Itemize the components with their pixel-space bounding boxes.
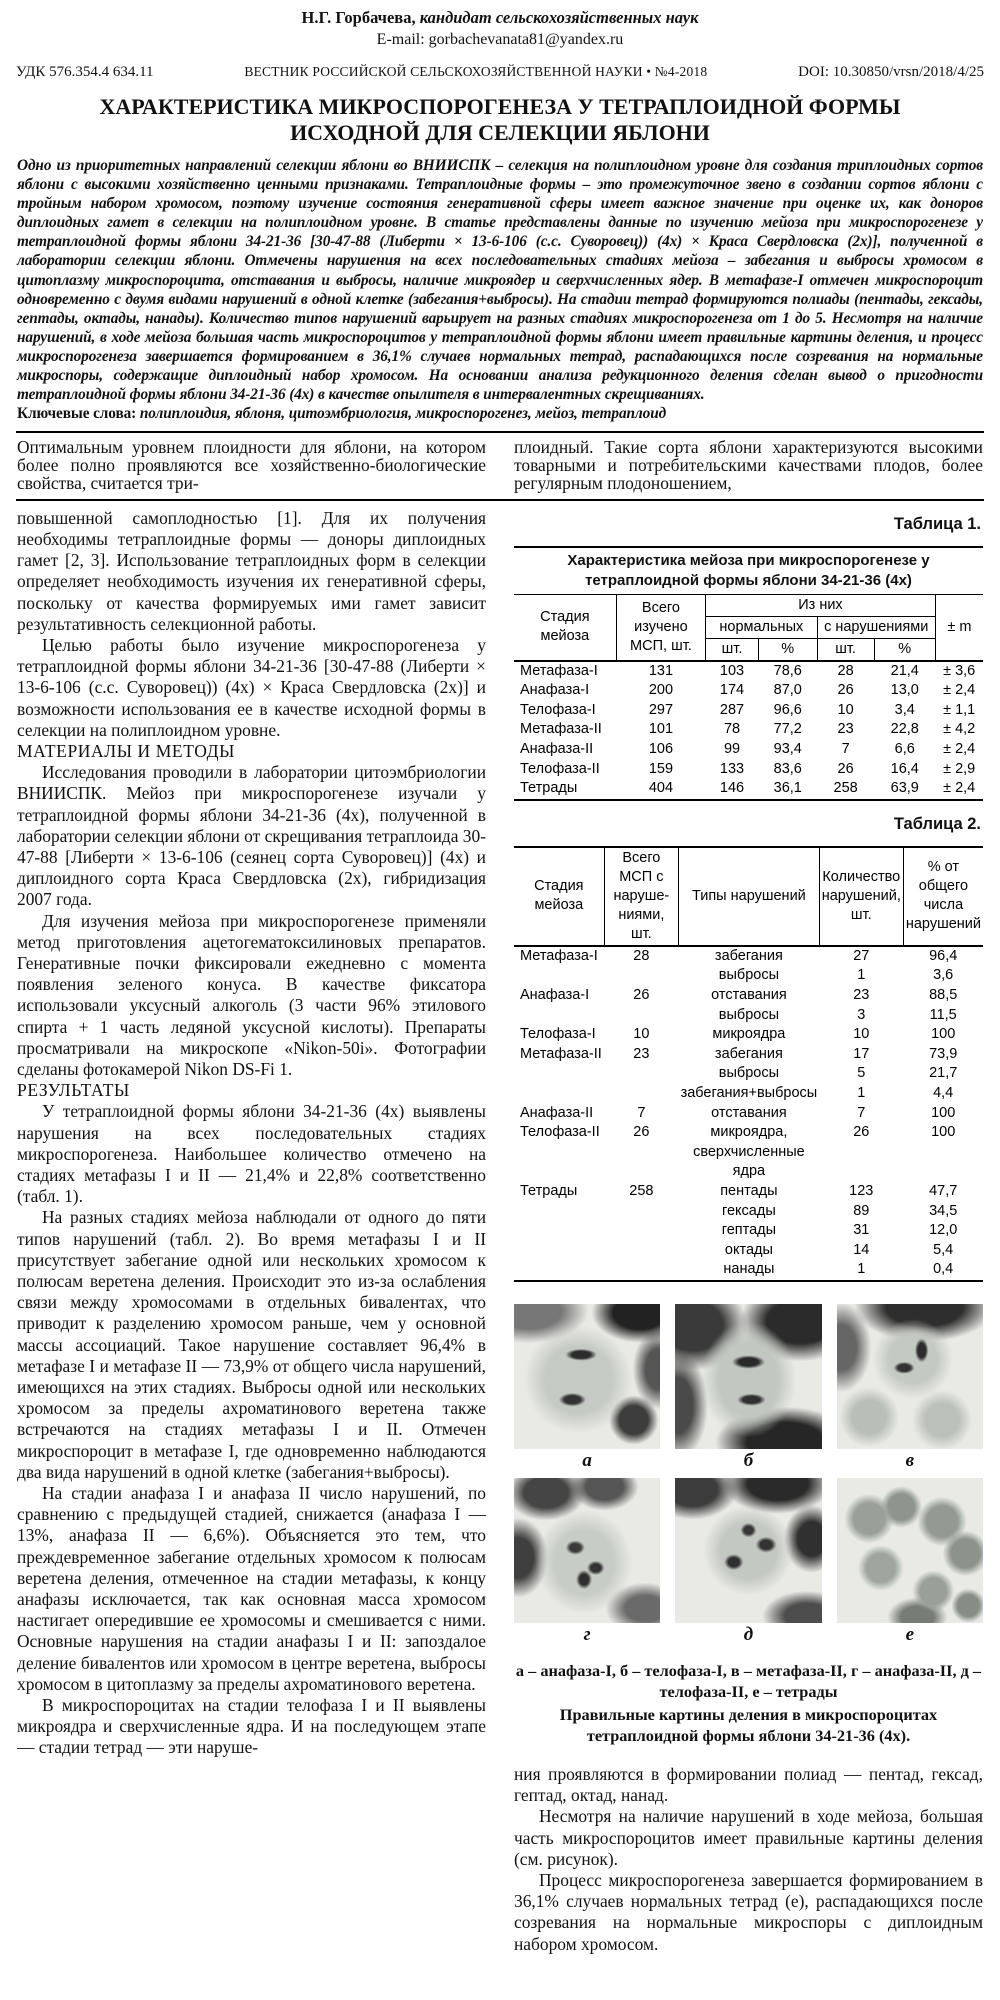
paragraph: В микроспороцитах на стадии телофаза I и II выявлены микроядра и сверхчисленные ядра. И на последующем этапе — стадии тетрад — эти наруше- xyxy=(17,1695,486,1758)
table-row xyxy=(514,1221,983,1241)
column-header: % xyxy=(758,638,817,661)
table-cell: выбросы xyxy=(718,967,779,984)
table-cell: ± 2,9 xyxy=(943,760,976,777)
table-cell: 26 xyxy=(837,682,854,699)
table-cell: выбросы xyxy=(718,1065,779,1082)
table-cell: отставания xyxy=(711,987,787,1004)
section-heading-results: РЕЗУЛЬТАТЫ xyxy=(17,1080,130,1101)
table-cell: 26 xyxy=(837,760,854,777)
table-cell: 23 xyxy=(837,721,854,738)
table-cell: забегания xyxy=(714,947,783,964)
figure-panel-label: г xyxy=(583,1623,591,1645)
column-header: Стадия мейоза xyxy=(514,594,616,661)
table-cell: 28 xyxy=(633,947,650,964)
column-header: с нарушениями xyxy=(817,616,935,638)
main-columns xyxy=(0,508,1000,1955)
table-cell: 16,4 xyxy=(890,760,919,777)
figure-panel-label: е xyxy=(905,1623,915,1645)
table-cell: Анафаза-I xyxy=(520,682,590,699)
table-cell: микроядра xyxy=(712,1026,786,1043)
table-cell xyxy=(819,1143,903,1182)
column-header: Стадия мейоза xyxy=(514,847,604,946)
table-cell: 200 xyxy=(648,682,674,699)
table-cell: 23 xyxy=(853,987,870,1004)
table-row xyxy=(514,1084,983,1104)
table-cell: 6,6 xyxy=(894,741,915,758)
table-cell: 99 xyxy=(723,741,741,758)
table-cell: 3,4 xyxy=(894,701,915,718)
table-row xyxy=(514,760,983,780)
intro-left-text: Оптимальным уровнем плоидности для яблони, на котором более полно проявляются все хозяйственно-биологические свойства, считается три- xyxy=(17,437,486,493)
figure-panel xyxy=(514,1304,660,1478)
doi[interactable]: DOI: 10.30850/vrsn/2018/4/25 xyxy=(798,64,984,80)
table-row xyxy=(514,1182,983,1202)
paragraph: Процесс микроспорогенеза завершается формированием в 36,1% случаев нормальных тетрад (е), распадающихся после созревания на нормальные микроспоры с диплоидным набором хромосом. xyxy=(514,1869,983,1954)
table-cell: 13,0 xyxy=(890,682,919,699)
table-cell: 159 xyxy=(648,760,674,777)
table-row xyxy=(514,720,983,740)
table-cell: 96,6 xyxy=(773,701,802,718)
table-cell: Телофаза-II xyxy=(520,1124,600,1141)
figure-caption: а – анафаза-I, б – телофаза-I, в – метафаза-II, г – анафаза-II, д – телофаза-II, е – тетрады xyxy=(515,1660,982,1701)
table-cell: 89 xyxy=(853,1202,870,1219)
table-cell: ± 1,1 xyxy=(943,701,976,718)
table-cell: 26 xyxy=(853,1124,870,1141)
author-degree: кандидат сельскохозяйственных наук xyxy=(415,8,699,27)
table-cell: 133 xyxy=(719,760,745,777)
paragraph: Исследования проводили в лаборатории цитоэмбриологии ВНИИСПК. Мейоз при микроспорогенезе изучали у тетраплоидной формы яблони 34-21-36 (4х), полученной в лаборатории селекции яблони от скрещивания тетраплоида 30-47-88 [Либерти × 13-6-106 (сеянец сорта Суворовец)] (4х) и диплоидного сорта Краса Свердловска (2х), гибридизация 2007 года. xyxy=(17,762,486,910)
table-cell: 0,4 xyxy=(933,1261,954,1278)
table2 xyxy=(514,846,983,1282)
paragraph: ния проявляются в формировании полиад — пентад, гексад, гептад, октад, нанад. xyxy=(514,1763,983,1806)
divider-mid xyxy=(16,499,984,501)
table-cell: 146 xyxy=(719,780,745,797)
table-cell: 78,6 xyxy=(773,662,802,679)
table1-body xyxy=(514,661,983,800)
table-cell: ± 2,4 xyxy=(943,682,976,699)
table-cell: 11,5 xyxy=(929,1006,957,1023)
table-cell: 1 xyxy=(857,1261,866,1278)
keywords-label: Ключевые слова: xyxy=(17,405,137,423)
column-header: шт. xyxy=(817,638,874,661)
figure-panel-label: б xyxy=(743,1449,754,1471)
table-cell: 77,2 xyxy=(773,721,802,738)
table-cell: 100 xyxy=(931,1124,956,1141)
column-header: Типы нарушений xyxy=(679,847,820,946)
figure-panel-label: а xyxy=(582,1449,592,1471)
column-header: Из них xyxy=(706,594,936,616)
table-cell: Телофаза-I xyxy=(520,1026,596,1043)
table-cell: 5 xyxy=(857,1065,866,1082)
table-cell: 297 xyxy=(648,701,674,718)
table-cell: Телофаза-II xyxy=(520,760,600,777)
figure-title: Правильные картины деления в микроспороцитах тетраплоидной формы яблони 34-21-36 (4х). xyxy=(559,1704,938,1745)
table-cell: 100 xyxy=(931,1104,956,1121)
table-cell xyxy=(514,1143,604,1182)
table-cell: 12,0 xyxy=(929,1222,958,1239)
table-row xyxy=(514,946,983,967)
table-cell: октады xyxy=(724,1241,773,1258)
column-header: ± m xyxy=(947,618,972,635)
paragraph: Несмотря на наличие нарушений в ходе мейоза, большая часть микроспороцитов имеет правильные картины деления (см. рисунок). xyxy=(514,1806,983,1869)
table-row xyxy=(514,1202,983,1222)
table-cell: 88,5 xyxy=(929,987,958,1004)
table-cell xyxy=(604,1202,678,1222)
table-cell: Метафаза-I xyxy=(520,662,598,679)
table-cell: ± 2,4 xyxy=(943,780,976,797)
table-cell: 47,7 xyxy=(929,1182,958,1199)
table-cell xyxy=(604,1143,678,1182)
paragraph: повышенной самоплодностью [1]. Для их получения необходимы тетраплоидные формы — доноры диплоидных гамет [2, 3]. Использование тетраплоидных форм в селекции определяет необходимость изучения их генеративной сферы, поскольку от качества формируемых ими гамет зависит результативность селекционной работы. xyxy=(17,507,486,634)
table-row xyxy=(514,1123,983,1143)
table-cell: 123 xyxy=(849,1182,874,1199)
table-cell: 73,9 xyxy=(929,1045,958,1062)
table-cell xyxy=(604,1006,678,1026)
micrograph-а xyxy=(514,1304,660,1449)
table-cell: 17 xyxy=(853,1045,870,1062)
table-cell xyxy=(514,1260,604,1281)
figure-panel xyxy=(837,1304,983,1478)
table-cell: 78 xyxy=(723,721,741,738)
table-cell: 287 xyxy=(719,701,745,718)
table-cell: Тетрады xyxy=(520,1182,578,1199)
article-title-line1: ХАРАКТЕРИСТИКА МИКРОСПОРОГЕНЕЗА У ТЕТРАПЛОИДНОЙ ФОРМЫ xyxy=(99,94,901,119)
table-cell: 106 xyxy=(648,741,674,758)
table-cell: 174 xyxy=(719,682,745,699)
table-row xyxy=(514,1045,983,1065)
table-cell: 10 xyxy=(837,701,854,718)
author-email[interactable]: E-mail: gorbachevanata81@yandex.ru xyxy=(376,31,624,48)
table-cell: 7 xyxy=(637,1104,646,1121)
right-column xyxy=(514,508,983,1955)
keywords-line xyxy=(17,404,983,423)
author-line xyxy=(0,8,1000,28)
table-cell: Метафаза-I xyxy=(520,947,598,964)
table2-label: Таблица 2. xyxy=(893,814,981,833)
table-cell xyxy=(514,1084,604,1104)
table-row xyxy=(514,1260,983,1281)
table-cell: 22,8 xyxy=(890,721,919,738)
abstract xyxy=(17,156,983,423)
intro-right-text: плоидный. Такие сорта яблони характеризуются высокими товарными и потребительскими качествами плодов, более регулярным плодоношением, xyxy=(514,437,983,493)
table-cell: 83,6 xyxy=(773,760,802,777)
table-row xyxy=(514,740,983,760)
table-cell: отставания xyxy=(711,1104,787,1121)
table-cell: забегания+выбросы xyxy=(680,1085,818,1102)
intro-columns xyxy=(0,439,1000,492)
table-cell xyxy=(604,1084,678,1104)
column-header: Всего изучено МСП, шт. xyxy=(616,594,705,661)
table-cell xyxy=(604,1241,678,1261)
table-cell: Телофаза-I xyxy=(520,701,596,718)
table-cell: 31 xyxy=(853,1222,870,1239)
table-cell: 26 xyxy=(633,987,650,1004)
table-cell: 1 xyxy=(857,967,866,984)
table-cell: Тетрады xyxy=(520,780,578,797)
table-cell: 3 xyxy=(857,1006,866,1023)
table-cell: ± 4,2 xyxy=(943,721,976,738)
table2-header xyxy=(514,847,983,946)
table-cell xyxy=(604,1064,678,1084)
table-cell: 258 xyxy=(629,1182,654,1199)
article-title-line2: ИСХОДНОЙ ДЛЯ СЕЛЕКЦИИ ЯБЛОНИ xyxy=(290,120,710,145)
table-cell: 10 xyxy=(633,1026,650,1043)
table-cell: пентады xyxy=(720,1182,778,1199)
table-cell: Метафаза-II xyxy=(520,721,602,738)
table-cell xyxy=(514,1221,604,1241)
table-cell: 21,4 xyxy=(890,662,919,679)
table-cell: 63,9 xyxy=(890,780,919,797)
right-column-text xyxy=(514,1764,983,1955)
table-cell xyxy=(514,1202,604,1222)
section-heading-materials: МАТЕРИАЛЫ И МЕТОДЫ xyxy=(17,740,236,761)
table-row xyxy=(514,1006,983,1026)
table-cell: 87,0 xyxy=(773,682,802,699)
table-cell xyxy=(604,1260,678,1281)
table-cell xyxy=(514,1006,604,1026)
table-cell: 93,4 xyxy=(773,741,802,758)
divider-top xyxy=(16,431,984,433)
table-cell: 27 xyxy=(853,947,870,964)
table-cell: 36,1 xyxy=(773,780,802,797)
table1-block xyxy=(514,546,983,801)
column-header: % xyxy=(874,638,935,661)
table-cell: Метафаза-II xyxy=(520,1045,602,1062)
table-cell: 7 xyxy=(841,741,850,758)
table-cell: 96,4 xyxy=(929,947,958,964)
figure-panel xyxy=(514,1478,660,1652)
left-column xyxy=(17,508,486,1955)
column-header: нормальных xyxy=(706,616,817,638)
table-cell: 3,6 xyxy=(933,967,954,984)
figure-panel-label: д xyxy=(743,1623,754,1645)
table-row xyxy=(514,986,983,1006)
table-cell xyxy=(604,1221,678,1241)
table1-label: Таблица 1. xyxy=(893,514,981,533)
figure-panel xyxy=(837,1478,983,1652)
table-cell: 100 xyxy=(931,1026,956,1043)
micrograph-г xyxy=(514,1478,660,1623)
table-row xyxy=(514,1143,983,1182)
paragraph: На стадии анафаза I и анафаза II число нарушений, по сравнению с предыдущей стадией, снижается (анафаза I — 13%, анафаза II — 6,6%). Объясняется это тем, что преждевременное забегание отдельных хромосом к полюсам веретена деления, отмеченное на стадии метафазы, к концу анафазы исключается, так как основная масса хромосом настигает опередившие ее хромосомы и смешивается с ними. Основные нарушения на стадии анафазы I и II: запоздалое деление бивалентов или хромосом в центре веретена, выбросы хромосом в цитоплазму за пределы ахроматинового веретена. xyxy=(17,1483,486,1694)
table1-caption: Характеристика мейоза при микроспорогенезе у тетраплоидной формы яблони 34-21-36 (4х) xyxy=(567,551,930,589)
column-header: Всего МСП с наруше- ниями, шт. xyxy=(604,847,678,946)
table-cell: 103 xyxy=(719,662,745,679)
column-header: Количество нарушений, шт. xyxy=(819,847,903,946)
article-header xyxy=(0,0,1000,146)
micrograph-в xyxy=(837,1304,983,1449)
table-row xyxy=(514,1025,983,1045)
micrograph-е xyxy=(837,1478,983,1623)
table-cell xyxy=(604,966,678,986)
table1 xyxy=(514,594,983,801)
table-cell xyxy=(514,1064,604,1084)
table-cell: 7 xyxy=(857,1104,866,1121)
table-cell: 4,4 xyxy=(933,1085,954,1102)
table-cell: 21,7 xyxy=(929,1065,958,1082)
micrograph-grid xyxy=(514,1304,983,1652)
paragraph: У тетраплоидной формы яблони 34-21-36 (4х) выявлены нарушения на всех последовательных стадиях микроспорогенеза. Наибольшее количество отмечено на стадиях метафазы I и II — 21,4% и 22,8% соответственно (табл. 1). xyxy=(17,1101,486,1207)
table-cell: 34,5 xyxy=(929,1202,958,1219)
figure-panel-label: в xyxy=(905,1449,915,1471)
column-header: % от общего числа нарушений xyxy=(905,859,981,933)
table-row xyxy=(514,966,983,986)
table-cell: 1 xyxy=(857,1085,866,1102)
table-cell xyxy=(903,1143,983,1182)
table-cell: 101 xyxy=(648,721,674,738)
figure xyxy=(514,1304,983,1746)
udk-code: УДК 576.354.4 634.11 xyxy=(16,64,154,80)
table-cell: 5,4 xyxy=(933,1241,954,1258)
table-cell: забегания xyxy=(714,1045,783,1062)
table-row xyxy=(514,681,983,701)
table-cell: 26 xyxy=(633,1124,650,1141)
table-cell: ± 3,6 xyxy=(943,662,976,679)
table-cell: 404 xyxy=(648,780,674,797)
micrograph-д xyxy=(675,1478,821,1623)
table2-body xyxy=(514,946,983,1281)
table-cell: нанады xyxy=(723,1261,775,1278)
paragraph: Целью работы было изучение микроспорогенеза у тетраплоидной формы яблони 34-21-36 [30-47-88 (Либерти × 13-6-106 (с.с. Суворовец)) (4х) × Краса Свердловска (2х)] и возможности использования ее в качестве исходной формы в селекции на полиплоидном уровне. xyxy=(17,634,486,740)
paragraph: На разных стадиях мейоза наблюдали от одного до пяти типов нарушений (табл. 2). Во время метафазы I и II присутствует забегание одной или нескольких хромосом к полюсам веретена деления. Происходит это из-за ослабления связи между хромосомами в отдельных бивалентах, что приводит к разделению хромосом раньше, чем у основной массы ассоциаций. Такое нарушение составляет 96,4% в метафазе I и метафазе II — 73,9% от общего числа нарушений, имеющихся на этих стадиях. Выбросы одной или нескольких хромосом за пределы ахроматинового веретена также встречаются на стадиях метафазы I и II. Отмечен микроспороцит в метафазе I, где одновременно наблюдаются два вида нарушений в одной клетке (забегания+выбросы). xyxy=(17,1207,486,1482)
keywords: полиплоидия, яблоня, цитоэмбриология, микроспорогенез, мейоз, тетраплоид xyxy=(136,405,667,423)
table-cell: 10 xyxy=(853,1026,870,1043)
table-row xyxy=(514,779,983,800)
figure-panel xyxy=(675,1478,821,1652)
table-cell: 14 xyxy=(853,1241,870,1258)
figure-panel xyxy=(675,1304,821,1478)
author-name: Н.Г. Горбачева, xyxy=(301,8,416,27)
table-cell: выбросы xyxy=(718,1006,779,1023)
table1-header xyxy=(514,594,983,661)
table-cell: 258 xyxy=(833,780,858,797)
table-row xyxy=(514,1064,983,1084)
table-cell: микроядра, xyxy=(710,1124,788,1141)
journal-name: ВЕСТНИК РОССИЙСКОЙ СЕЛЬСКОХОЗЯЙСТВЕННОЙ НАУКИ • №4-2018 xyxy=(244,64,708,79)
table-row xyxy=(514,1104,983,1124)
article-title xyxy=(0,94,1000,146)
table-row xyxy=(514,701,983,721)
table-cell: Анафаза-II xyxy=(520,741,594,758)
table-cell: сверхчисленные ядра xyxy=(693,1143,805,1180)
table-cell: 23 xyxy=(633,1045,650,1062)
abstract-text: Одно из приоритетных направлений селекции яблони во ВНИИСПК – селекция на полиплоидном уровне для создания триплоидных сортов яблони с высокими хозяйственно ценными признаками. Тетраплоидные формы – это промежуточное звено в создании сортов яблони с тройным набором хромосом, поэтому изучение состояния генеративной сферы имеет важное значение при оценке их, как доноров диплоидных гамет в селекции на полиплоидном уровне. В статье представлены данные по изучению мейоза при микроспорогенезе у тетраплоидной формы яблони 34-21-36 [30-47-88 (Либерти × 13-6-106 (с.с. Суворовец)) (4х) × Краса Свердловска (2х)], полученной в лаборатории селекции яблони. Отмечены нарушения на всех последовательных стадиях мейоза – забегания и выбросы хромосом в цитоплазму микроспороцита, отставания и выбросы, наличие микроядер и сверхчисленных ядер. В метафазе-I отмечен микроспороцит одновременно с двумя видами нарушений в одной клетке (забегания+выбросы). На стадии тетрад формируются полиады (пентады, гексады, гептады, октады, нанады). Количество типов нарушений варьирует на разных стадиях микроспорогенеза от 1 до 5. Несмотря на наличие нарушений, в ходе мейоза большая часть микроспороцитов у тетраплоидной формы яблони имеет правильные картины деления, и процесс микроспорогенеза завершается формированием в 36,1% случаев нормальных тетрад, распадающихся после созревания на нормальные микроспоры, содержащие диплоидный набор хромосом. На основании анализа редукционного деления сделан вывод о пригодности тетраплоидной формы яблони 34-21-36 (4х) в качестве опылителя в интервалентных скрещиваниях. xyxy=(17,157,983,404)
table-cell: гептады xyxy=(721,1222,777,1239)
table-cell: ± 2,4 xyxy=(943,741,976,758)
table-row xyxy=(514,1241,983,1261)
paragraph: Для изучения мейоза при микроспорогенезе применяли метод приготовления ацетогематоксилиновых препаратов. Генеративные почки фиксировали ежедневно с момента появления зеленого конуса. В качестве фиксатора использовали уксусный алкоголь (3 части 96% этилового спирта + 1 часть ледяной уксусной кислоты). Препараты просматривали на микроскопе «Nikon-50i». Фотографии сделаны фотокамерой Nikon DS-Fi 1. xyxy=(17,910,486,1079)
column-header: шт. xyxy=(706,638,759,661)
table-cell xyxy=(514,966,604,986)
table-row xyxy=(514,661,983,682)
table-cell: Анафаза-I xyxy=(520,987,590,1004)
table-cell xyxy=(514,1241,604,1261)
table-cell: 28 xyxy=(837,662,854,679)
table-cell: гексады xyxy=(722,1202,776,1219)
table-cell: Анафаза-II xyxy=(520,1104,594,1121)
meta-line xyxy=(0,64,1000,81)
table-cell: 131 xyxy=(648,662,674,679)
micrograph-б xyxy=(675,1304,821,1449)
